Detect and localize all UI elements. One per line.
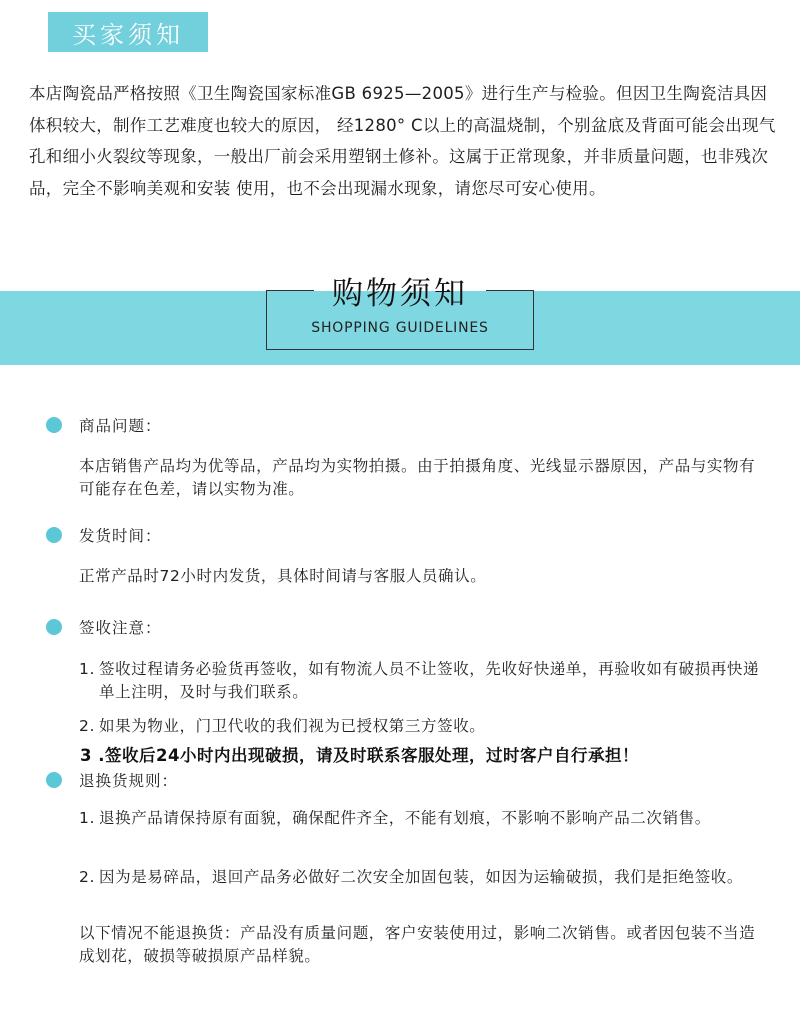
section-returns-title: 退换货规则： [79, 772, 179, 790]
section-product-text: 本店销售产品均为优等品，产品均为实物拍摄。由于拍摄角度、光线显示器原因，产品与实物有可能存在色差，请以实物为准。 [79, 457, 756, 498]
section-receipt-title: 签收注意： [79, 619, 162, 637]
item-text: 如果为物业，门卫代收的我们视为已授权第三方签收。 [99, 717, 486, 735]
section-receipt-header [46, 616, 162, 638]
section-shipping-title: 发货时间： [79, 527, 162, 545]
buyer-notice-text: 本店陶瓷品严格按照《卫生陶瓷国家标准GB 6925—2005》进行生产与检验。但因卫生陶瓷洁具因体积较大，制作工艺难度也较大的原因， 经1280° C以上的高温烧制，个别盆底及背面可能会出现气孔和细小火裂纹等现象，一般出厂前会采用塑钢土修补。这属于正常现象，并非质量问题，也非残次品，完全不影响美观和安装 使用，也不会出现漏水现象，请您尽可安心使用。 [29, 84, 776, 198]
item-number: 2. [79, 868, 95, 886]
receipt-bold-notice: 3 .签收后24小时内出现破损，请及时联系客服处理，过时客户自行承担！ [80, 746, 639, 765]
section-shipping-text: 正常产品时72小时内发货，具体时间请与客服人员确认。 [79, 567, 487, 585]
item-number: 2. [79, 717, 95, 735]
bullet-dot-icon [46, 527, 62, 543]
item-number: 1. [79, 660, 95, 678]
bullet-dot-icon [46, 417, 62, 433]
section-product-header [46, 414, 162, 436]
item-text: 签收过程请务必验货再签收，如有物流人员不让签收，先收好快递单，再验收如有破损再快递单上注明，及时与我们联系。 [99, 660, 760, 701]
item-number: 1. [79, 809, 95, 827]
guidelines-banner-subtitle: SHOPPING GUIDELINES [311, 320, 489, 336]
item-text: 因为是易碎品，退回产品务必做好二次安全加固包装，如因为运输破损，我们是拒绝签收。 [99, 868, 744, 886]
section-returns-header [46, 769, 178, 791]
bullet-dot-icon [46, 619, 62, 635]
section-product-title: 商品问题： [79, 417, 162, 435]
bullet-dot-icon [46, 772, 62, 788]
guidelines-banner-title: 购物须知 [332, 276, 468, 312]
item-text: 退换产品请保持原有面貌，确保配件齐全，不能有划痕，不影响不影响产品二次销售。 [99, 809, 711, 827]
section-shipping-header [46, 524, 162, 546]
buyer-notice-title: 买家须知 [48, 12, 208, 52]
returns-footer-text: 以下情况不能退换货：产品没有质量问题，客户安装使用过，影响二次销售。或者因包装不当造成划花，破损等破损原产品样貌。 [79, 924, 756, 965]
